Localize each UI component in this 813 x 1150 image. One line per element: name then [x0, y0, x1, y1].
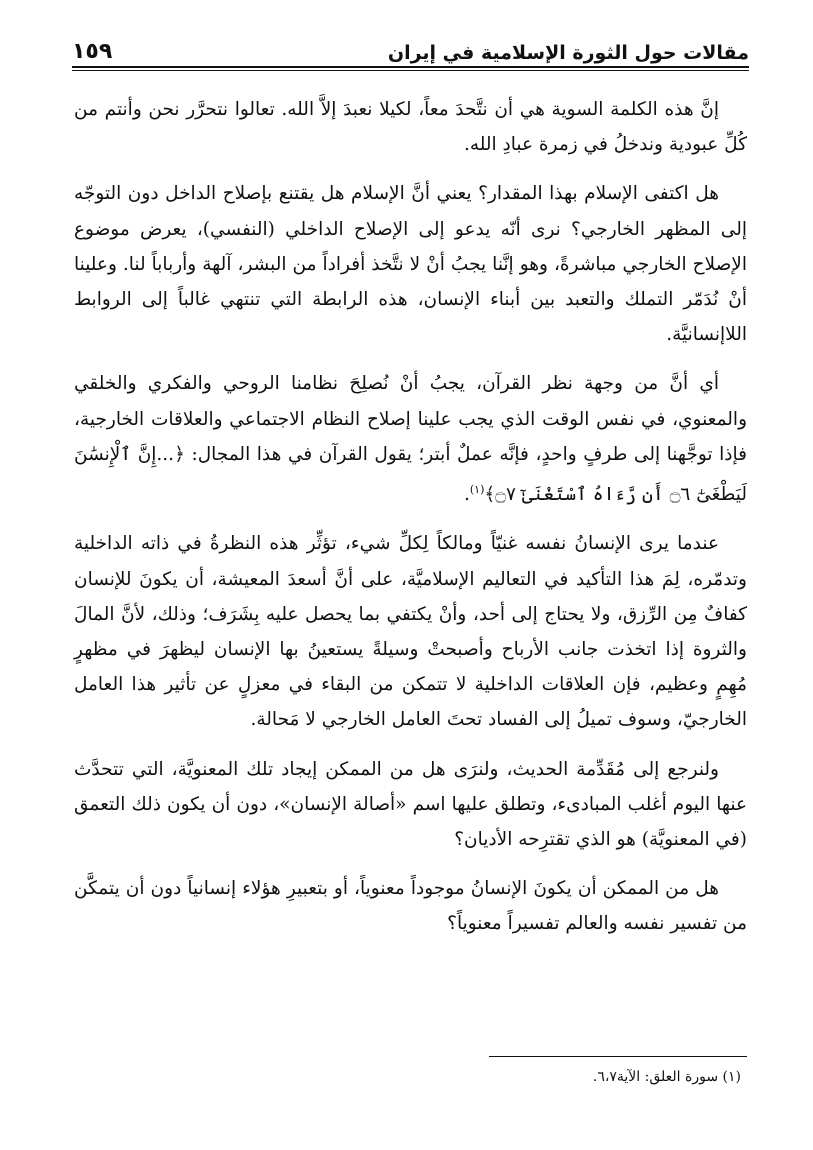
footnote-rule	[489, 1056, 747, 1057]
paragraph-6: هل من الممكن أن يكونَ الإنسانُ موجوداً معنوياً، أو بتعبيرِ هؤلاء إنسانياً دون أن يتمكَّن من تفسير نفسه والعالم تفسيراً معنوياً؟	[74, 878, 747, 935]
footnote: (١) سورة العلق: الآية٦،٧.	[592, 1069, 741, 1085]
paragraph-1: إنَّ هذه الكلمة السوية هي أن نتَّحدَ معاً، لكيلا نعبدَ إلاَّ الله. تعالوا نتحرَّر نحن وأنتم من كُلِّ عبودية وندخلُ في زمرة عبادِ الله.	[74, 99, 747, 156]
paragraph-4: عندما يرى الإنسانُ نفسه غنيّاً ومالكاً لِكلِّ شيء، تؤثِّر هذه النظرةُ في ذاته الداخلية وتدمّره، لِمَ هذا التأكيد في التعاليم الإسلاميَّة، على أنَّ أسعدَ المعيشة، أن يكونَ للإنسان كفافٌ مِن الرِّزق، ولا يحتاج إلى أحد، وأنْ يكتفي بما يحصل عليه بِشَرَف؛ وذلك، لأنَّ المالَ والثروة إذا اتخذت جانب الأرباح وأصبحتْ وسيلةً يستعينُ بها الإنسان ليظهرَ في مظهرٍ مُهِمٍ وعظيم، فإن العلاقات الداخلية لا تتمكن من البقاء في معزلٍ عن تأثير هذا العامل الخارجيّ، وسوف تميلُ إلى الفساد تحتَ العامل الخارجي لا مَحالة.	[74, 533, 747, 731]
paragraph-2: هل اكتفى الإسلام بهذا المقدار؟ يعني أنَّ الإسلام هل يقتنع بإصلاح الداخل دون التوجّه إلى المظهر الخارجي؟ نرى أنّه يدعو إلى الإصلاح الداخلي (النفسي)، يعرض موضوع الإصلاح الخارجي مباشرةً، وهو إنَّنا يجبُ أنْ لا نتَّخذ أفراداً من البشر، آلهة وأرباباً لنا. وعلينا أنْ نُدَمّر التملك والتعبد بين أبناء الإنسان، هذه الرابطة التي تنتهي غالباً إلى الروابط اللاإنسانيَّة.	[74, 183, 747, 346]
paragraph-3-text: أي أنَّ من وجهة نظر القرآن، يجبُ أنْ نُصلِحَ نظامنا الروحي والفكري والخلقي والمعنوي، في نفس الوقت الذي يجب علينا إصلاح النظام الاجتماعي والعلاقات الخارجية، فإذا توجَّهنا إلى طرفٍ واحدٍ، فإنَّه عملٌ أبتر؛ يقول القرآن في هذا المجال:	[74, 373, 747, 465]
paragraph-5: ولنرجع إلى مُقَدِّمة الحديث، ولنرَى هل من الممكن إيجاد تلك المعنويَّة، التي تتحدَّث عنها اليوم أغلب المبادىء، وتطلق عليها اسم «أصالة الإنسان»، دون أن يكون ذلك التعمق (في المعنويَّة) هو الذي تقترِحه الأديان؟	[74, 758, 747, 851]
page-number: ١٥٩	[72, 39, 113, 64]
header-rule	[72, 66, 749, 68]
header-rule-thin	[72, 70, 749, 71]
header-title: مقالات حول الثورة الإسلامية في إيران	[387, 42, 749, 64]
body-text	[74, 92, 747, 956]
paragraph-3: أي أنَّ من وجهة نظر القرآن، يجبُ أنْ نُصلِحَ نظامنا الروحي والفكري والخلقي والمعنوي، في نفس الوقت الذي يجب علينا إصلاح النظام الاجتماعي والعلاقات الخارجية، فإذا توجَّهنا إلى طرفٍ واحدٍ، فإنَّه عملٌ أبتر؛ يقول القرآن في هذا المجال: ﴿...إِنَّ ٱلْإِنسَٰنَ لَيَطْغَىٰٓ ۝٦ أَن رَّءَاهُ ٱسْتَغْنَىٰٓ ۝٧﴾$^{(١)}$.	[74, 373, 747, 506]
footnote-marker: (١)	[469, 483, 485, 497]
running-header	[72, 28, 749, 64]
quran-quote: ﴿...إِنَّ ٱلْإِنسَٰنَ لَيَطْغَىٰٓ ۝٦ أَن رَّءَاهُ ٱسْتَغْنَىٰٓ ۝٧﴾	[74, 443, 747, 506]
